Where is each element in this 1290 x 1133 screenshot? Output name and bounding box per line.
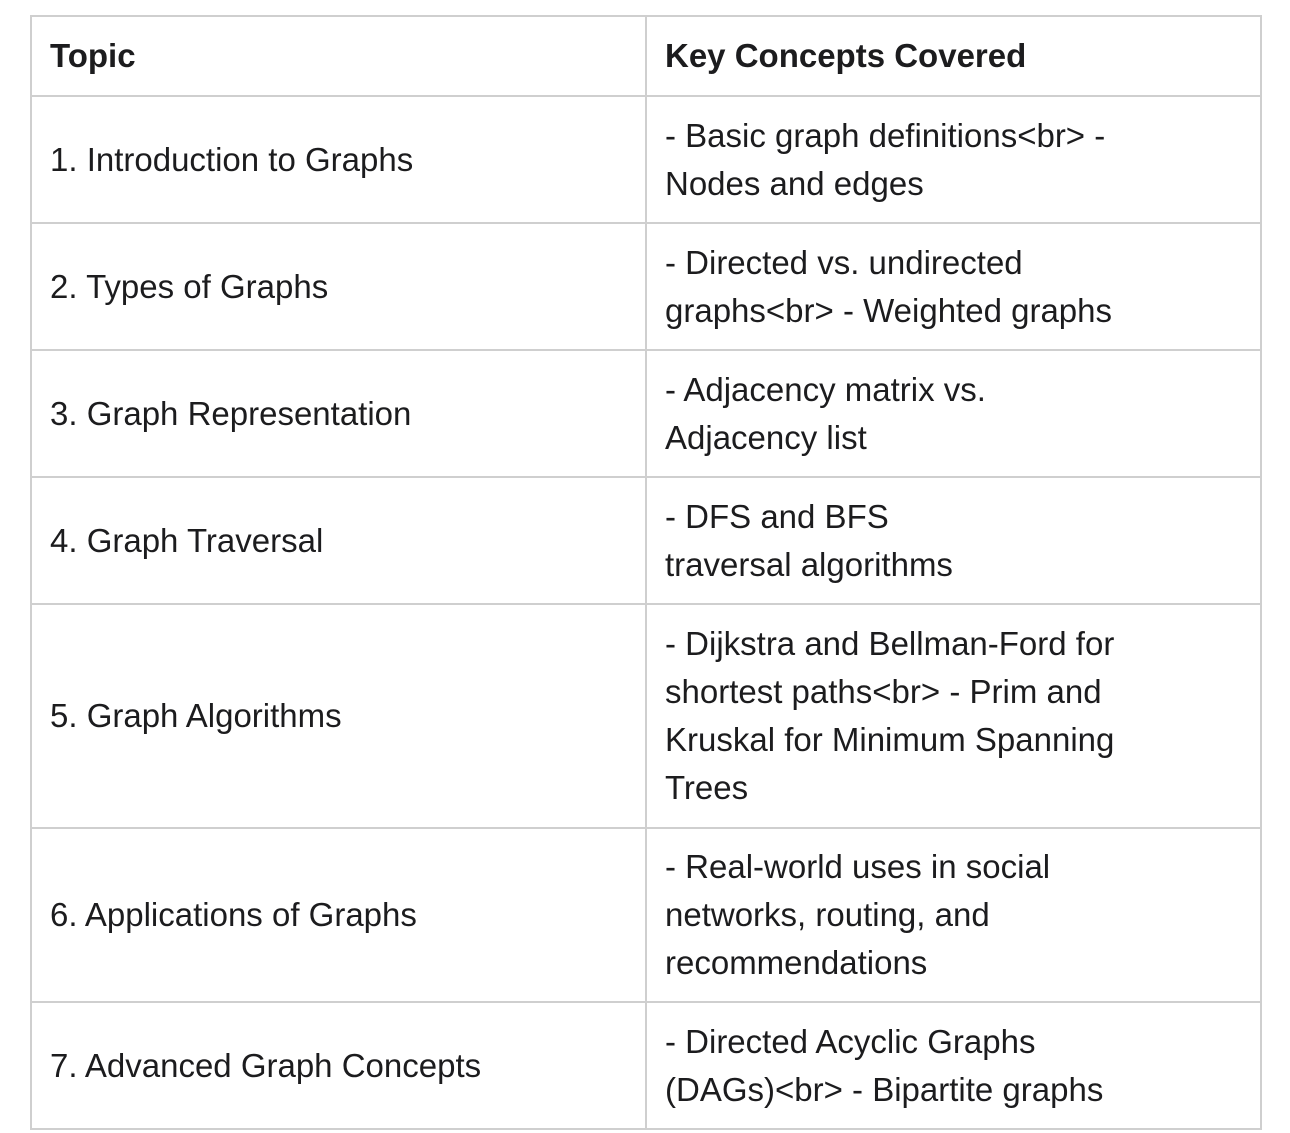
concepts-cell (646, 96, 1261, 223)
concepts-cell (646, 477, 1261, 604)
topic-cell: 6. Applications of Graphs (31, 828, 646, 1002)
concept-line: (DAGs)<br> - Bipartite graphs (665, 1070, 1104, 1108)
header-key-concepts: Key Concepts Covered (646, 16, 1261, 96)
header-topic: Topic (31, 16, 646, 96)
topic-cell: 7. Advanced Graph Concepts (31, 1002, 646, 1129)
topic-cell: 2. Types of Graphs (31, 223, 646, 350)
topic-cell: 4. Graph Traversal (31, 477, 646, 604)
concept-line: graphs<br> - Weighted graphs (665, 291, 1112, 329)
header-row (31, 16, 1261, 96)
topic-cell: 5. Graph Algorithms (31, 604, 646, 828)
topic-cell: 3. Graph Representation (31, 350, 646, 477)
table-row (31, 477, 1261, 604)
table-row (31, 96, 1261, 223)
table-row (31, 828, 1261, 1002)
concept-line: - Dijkstra and Bellman-Ford for (665, 625, 1115, 662)
concept-line: shortest paths<br> - Prim and (665, 673, 1102, 710)
table-row (31, 350, 1261, 477)
topics-table (30, 15, 1262, 1130)
concept-line: Trees (665, 769, 749, 806)
concepts-cell (646, 350, 1261, 477)
concepts-cell (646, 604, 1261, 828)
concept-line: - Real-world uses in social (665, 848, 1051, 885)
concept-line: - Basic graph definitions<br> - (665, 116, 1106, 154)
concept-line: networks, routing, and (665, 896, 990, 933)
concepts-cell (646, 223, 1261, 350)
topic-cell: 1. Introduction to Graphs (31, 96, 646, 223)
concept-line: - DFS and BFS (665, 497, 889, 535)
concepts-cell (646, 828, 1261, 1002)
concept-line: Nodes and edges (665, 164, 924, 202)
concept-line: - Directed vs. undirected (665, 243, 1023, 281)
table-row (31, 604, 1261, 828)
table-row (31, 1002, 1261, 1129)
concept-line: Kruskal for Minimum Spanning (665, 721, 1115, 758)
concept-line: recommendations (665, 944, 928, 981)
concept-line: traversal algorithms (665, 545, 953, 583)
concept-line: - Directed Acyclic Graphs (665, 1022, 1036, 1060)
concept-line: - Adjacency matrix vs. (665, 370, 986, 408)
table-row (31, 223, 1261, 350)
concept-line: Adjacency list (665, 418, 867, 456)
concepts-cell (646, 1002, 1261, 1129)
